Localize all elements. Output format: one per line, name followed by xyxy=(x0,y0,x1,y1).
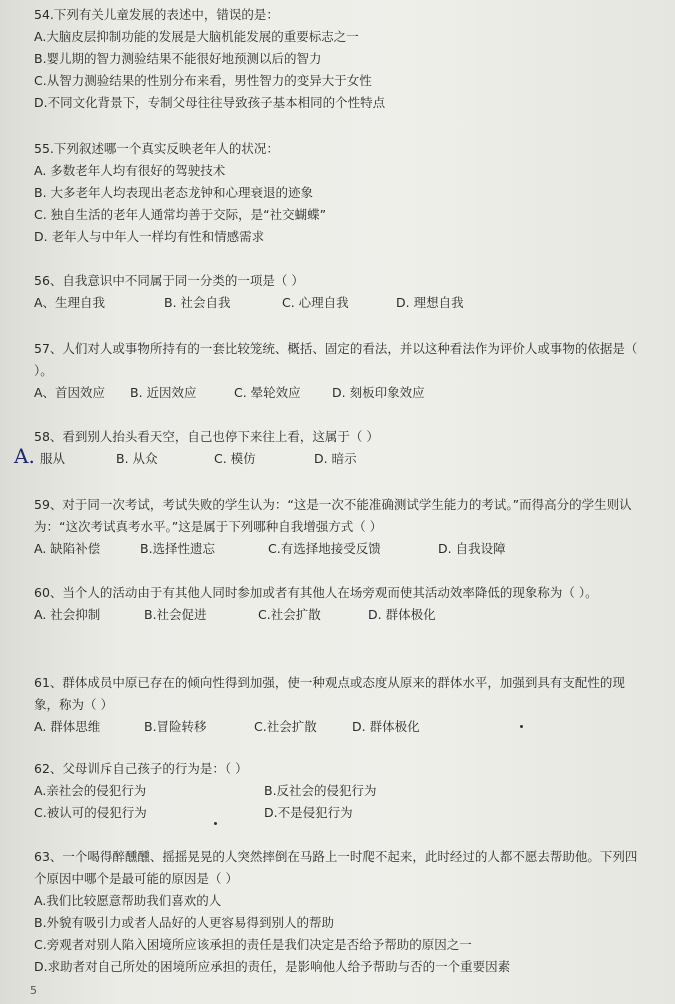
question-stem: 63、一个喝得醉醺醺、摇摇晃晃的人突然摔倒在马路上一时爬不起来，此时经过的人都不愿去帮助他。下列四个原因中哪个是最可能的原因是（ ） xyxy=(34,849,638,886)
option-c: C. 独自生活的老年人通常均善于交际，是“社交蝴蝶” xyxy=(34,207,327,222)
question-stem: 59、对于同一次考试，考试失败的学生认为：“这是一次不能准确测试学生能力的考试。”而得高分的学生则认为：“这次考试真考水平。”这是属于下列哪种自我增强方式（ ） xyxy=(34,497,632,534)
question-stem: 56、自我意识中不同属于同一分类的一项是（ ） xyxy=(34,273,304,288)
question-54 xyxy=(34,4,649,114)
option-b: B.冒险转移 xyxy=(144,719,207,734)
speck xyxy=(520,725,523,728)
option-a: A. 缺陷补偿 xyxy=(34,541,101,556)
option-d: D. 老年人与中年人一样均有性和情感需求 xyxy=(34,229,265,244)
question-63 xyxy=(34,846,649,978)
page-number: 5 xyxy=(30,984,37,997)
option-a: A.我们比较愿意帮助我们喜欢的人 xyxy=(34,893,222,908)
option-c: C. 晕轮效应 xyxy=(234,385,301,400)
options-row xyxy=(34,292,649,314)
option-a: A、首因效应 xyxy=(34,385,106,400)
options-row xyxy=(34,604,649,626)
option-d: D.求助者对自己所处的困境所应承担的责任，是影响他人给予帮助与否的一个重要因素 xyxy=(34,959,511,974)
option-b: B. 大多老年人均表现出老态龙钟和心理衰退的迹象 xyxy=(34,185,314,200)
option-c: C.社会扩散 xyxy=(258,607,321,622)
question-55 xyxy=(34,138,649,248)
question-57 xyxy=(34,338,649,404)
option-a: A. 社会抑制 xyxy=(34,607,101,622)
option-d: D. 群体极化 xyxy=(352,719,420,734)
option-b: B.社会促进 xyxy=(144,607,207,622)
option-c: C.旁观者对别人陷入困境所应该承担的责任是我们决定是否给予帮助的原因之一 xyxy=(34,937,472,952)
option-b: B.选择性遗忘 xyxy=(140,541,216,556)
question-stem: 57、人们对人或事物所持有的一套比较笼统、概括、固定的看法，并以这种看法作为评价人或事物的依据是（ ）。 xyxy=(34,341,638,378)
option-a: A. 多数老年人均有很好的驾驶技术 xyxy=(34,163,226,178)
question-61 xyxy=(34,672,649,738)
options-row xyxy=(34,716,649,738)
option-c: C. 心理自我 xyxy=(282,295,349,310)
option-d: D. 理想自我 xyxy=(396,295,464,310)
question-stem: 62、父母训斥自己孩子的行为是：（ ） xyxy=(34,761,248,776)
option-a: A. 群体思维 xyxy=(34,719,101,734)
option-d: D. 刻板印象效应 xyxy=(332,385,425,400)
option-a: 服从 xyxy=(40,451,66,466)
question-stem: 60、当个人的活动由于有其他人同时参加或者有其他人在场旁观而使其活动效率降低的现象称为（ ）。 xyxy=(34,585,598,600)
question-stem: 58、看到别人抬头看天空，自己也停下来往上看，这属于（ ） xyxy=(34,429,379,444)
option-c: C.社会扩散 xyxy=(254,719,317,734)
question-60 xyxy=(34,582,649,626)
option-b: B. 从众 xyxy=(116,451,158,466)
options-grid xyxy=(34,780,649,824)
handwritten-answer-mark: A. xyxy=(14,444,35,468)
option-d: D.不同文化背景下，专制父母往往导致孩子基本相同的个性特点 xyxy=(34,95,386,110)
question-stem: 54.下列有关儿童发展的表述中，错误的是： xyxy=(34,7,279,22)
question-58 xyxy=(34,426,649,470)
option-c: C.被认可的侵犯行为 xyxy=(34,805,147,820)
option-a: A、生理自我 xyxy=(34,295,106,310)
question-stem: 61、群体成员中原已存在的倾向性得到加强，使一种观点或态度从原来的群体水平，加强到具有支配性的现象，称为（ ） xyxy=(34,675,625,712)
option-b: B.婴儿期的智力测验结果不能很好地预测以后的智力 xyxy=(34,51,322,66)
option-b: B.外貌有吸引力或者人品好的人更容易得到别人的帮助 xyxy=(34,915,335,930)
option-b: B. 社会自我 xyxy=(164,295,231,310)
question-stem: 55.下列叙述哪一个真实反映老年人的状况： xyxy=(34,141,279,156)
option-d: D. 群体极化 xyxy=(368,607,436,622)
question-62 xyxy=(34,758,649,824)
speck xyxy=(214,822,217,825)
option-c: C.有选择地接受反馈 xyxy=(268,541,381,556)
option-d: D.不是侵犯行为 xyxy=(264,805,353,820)
question-56 xyxy=(34,270,649,314)
option-a: A.大脑皮层抑制功能的发展是大脑机能发展的重要标志之一 xyxy=(34,29,359,44)
option-c: C. 模仿 xyxy=(214,451,256,466)
option-d: D. 暗示 xyxy=(314,451,357,466)
option-a: A.亲社会的侵犯行为 xyxy=(34,783,147,798)
option-b: B. 近因效应 xyxy=(130,385,197,400)
options-row xyxy=(34,538,649,560)
option-c: C.从智力测验结果的性别分布来看，男性智力的变异大于女性 xyxy=(34,73,372,88)
options-row xyxy=(34,448,649,470)
options-row xyxy=(34,382,649,404)
option-b: B.反社会的侵犯行为 xyxy=(264,783,377,798)
option-d: D. 自我设障 xyxy=(438,541,506,556)
question-59 xyxy=(34,494,649,560)
